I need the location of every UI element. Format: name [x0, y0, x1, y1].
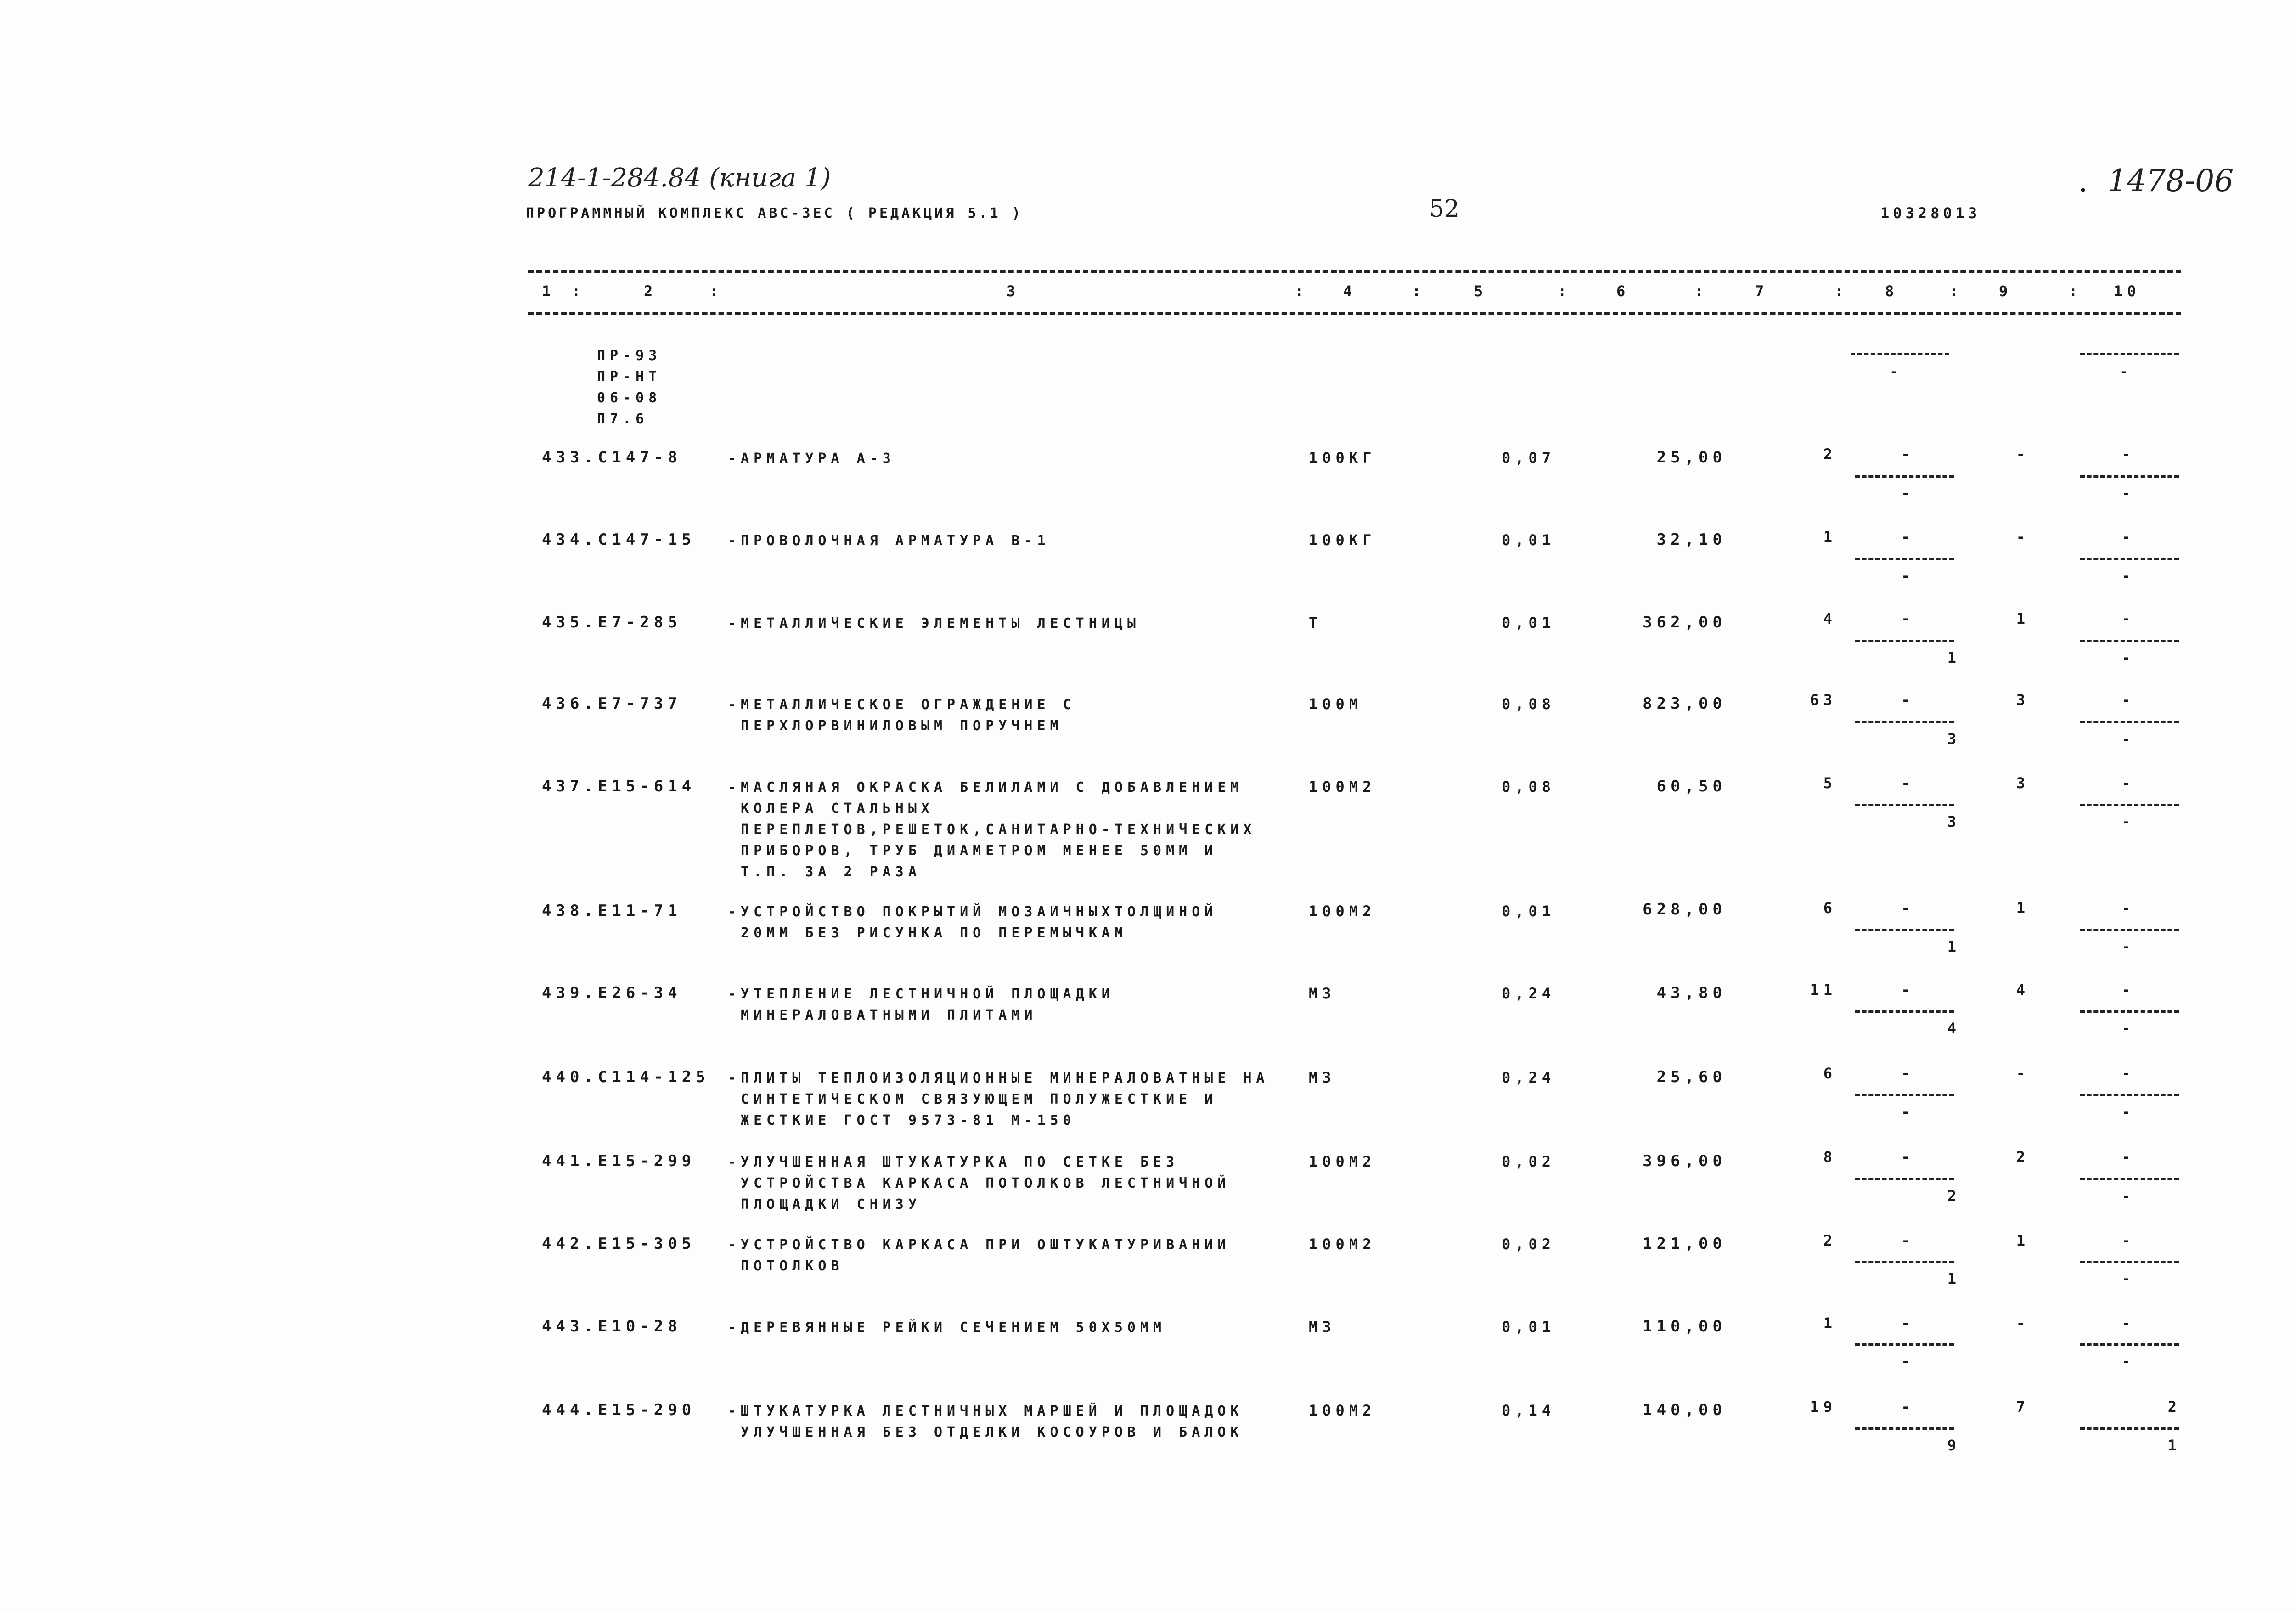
continuation-line: 06-08 — [597, 390, 662, 406]
stamp-number: 1478-06 — [2108, 163, 2234, 198]
fraction-divider — [1855, 640, 1954, 642]
column-9-value: - — [2016, 1314, 2030, 1332]
column-separator: : — [1558, 282, 1571, 300]
page-number: 52 — [1429, 195, 1460, 223]
item-code: 433.С147-8 — [542, 448, 682, 467]
column-9-value: 3 — [2016, 691, 2030, 709]
column-number: 10 — [2114, 282, 2141, 300]
item-code: 435.Е7-285 — [542, 613, 682, 632]
column-7-value: 19 — [1810, 1398, 1837, 1416]
fraction-divider — [2080, 721, 2179, 723]
column-9-value: - — [2016, 1065, 2030, 1082]
item-unit-price: 823,00 — [1643, 694, 1727, 713]
column-8-top: - — [1901, 899, 1915, 917]
column-separator: : — [1949, 282, 1963, 300]
fraction-divider — [2080, 929, 2179, 931]
column-9-value: 1 — [2016, 899, 2030, 917]
column-separator: : — [709, 282, 723, 300]
item-code: 444.Е15-290 — [542, 1401, 696, 1419]
item-unit-price: 60,50 — [1656, 777, 1727, 795]
column-10-bottom: - — [2122, 1353, 2135, 1370]
column-10-top: 2 — [2167, 1398, 2181, 1416]
column-8-top: - — [1901, 691, 1915, 709]
column-8-top: - — [1901, 981, 1915, 998]
column-10-bottom: - — [2122, 649, 2135, 666]
column-number: 1 — [542, 282, 556, 300]
column-9-value: 1 — [2016, 1232, 2030, 1249]
column-number: 6 — [1616, 282, 1630, 300]
column-separator: : — [1835, 282, 1848, 300]
item-unit: М3 — [1309, 1318, 1336, 1336]
column-10-bottom: - — [2122, 1270, 2135, 1287]
item-quantity: 0,08 — [1502, 778, 1556, 795]
item-code: 438.Е11-71 — [542, 902, 682, 920]
column-8-bottom: 2 — [1947, 1187, 1961, 1205]
item-description: -МЕТАЛЛИЧЕСКИЕ ЭЛЕМЕНТЫ ЛЕСТНИЦЫ — [728, 615, 1140, 632]
column-8-bottom: - — [1901, 485, 1915, 502]
item-unit-price: 110,00 — [1643, 1317, 1727, 1336]
item-quantity: 0,01 — [1502, 1318, 1556, 1336]
fraction-divider — [1855, 1261, 1954, 1263]
column-8-top: - — [1901, 1232, 1915, 1249]
column-8-bottom: 1 — [1947, 1270, 1961, 1287]
item-quantity: 0,01 — [1502, 531, 1556, 549]
item-unit: 100М2 — [1309, 1235, 1376, 1253]
fraction-divider — [1855, 475, 1954, 478]
fraction-divider — [1855, 558, 1954, 560]
column-10-bottom: 1 — [2167, 1437, 2181, 1454]
column-7-value: 8 — [1823, 1148, 1837, 1166]
column-8-bottom: - — [1901, 567, 1915, 585]
stamp-dot: • — [2079, 183, 2088, 199]
column-8-bottom: - — [1901, 1353, 1915, 1370]
column-8-bottom: 1 — [1947, 649, 1961, 666]
item-description: -УЛУЧШЕННАЯ ШТУКАТУРКА ПО СЕТКЕ БЕЗ УСТРОЙСТВА КАРКАСА ПОТОЛКОВ ЛЕСТНИЧНОЙ ПЛОЩАДКИ СНИЗУ — [728, 1154, 1231, 1213]
column-10-bottom: - — [2122, 485, 2135, 502]
item-unit-price: 43,80 — [1656, 984, 1727, 1002]
fraction-divider — [2080, 1343, 2179, 1346]
column-7-value: 6 — [1823, 899, 1837, 917]
fraction-divider — [2080, 1094, 2179, 1096]
column-8-top: - — [1901, 1148, 1915, 1166]
column-10-top: - — [2122, 1065, 2135, 1082]
column-7-value: 2 — [1823, 446, 1837, 463]
fraction-divider — [2080, 1010, 2179, 1013]
column-10-top: - — [2122, 528, 2135, 546]
fraction-divider — [1855, 804, 1954, 806]
item-description: -МАСЛЯНАЯ ОКРАСКА БЕЛИЛАМИ С ДОБАВЛЕНИЕМ КОЛЕРА СТАЛЬНЫХ ПЕРЕПЛЕТОВ,РЕШЕТОК,САНИТАРНО-ТЕХНИЧЕСКИХ ПРИБОРОВ, ТРУБ ДИАМЕТРОМ МЕНЕЕ 50ММ И Т.П. ЗА 2 РАЗА — [728, 779, 1256, 880]
column-10-bottom: - — [2122, 1103, 2135, 1121]
column-9-value: - — [2016, 446, 2030, 463]
item-quantity: 0,01 — [1502, 614, 1556, 632]
column-9-value: 4 — [2016, 981, 2030, 998]
item-description: -МЕТАЛЛИЧЕСКОЕ ОГРАЖДЕНИЕ С ПЕРХЛОРВИНИЛОВЫМ ПОРУЧНЕМ — [728, 697, 1076, 734]
column-7-value: 6 — [1823, 1065, 1837, 1082]
column-7-value: 1 — [1823, 1314, 1837, 1332]
subtotal-divider — [1851, 353, 1949, 355]
column-7-value: 2 — [1823, 1232, 1837, 1249]
column-10-bottom: - — [2122, 730, 2135, 748]
fraction-divider — [1855, 721, 1954, 723]
item-code: 437.Е15-614 — [542, 777, 696, 795]
column-8-top: - — [1901, 446, 1915, 463]
fraction-divider — [2080, 640, 2179, 642]
item-description: -УТЕПЛЕНИЕ ЛЕСТНИЧНОЙ ПЛОЩАДКИ МИНЕРАЛОВАТНЫМИ ПЛИТАМИ — [728, 986, 1114, 1023]
column-separator: : — [1295, 282, 1309, 300]
program-line: ПРОГРАММНЫЙ КОМПЛЕКС АВС-ЗЕС ( РЕДАКЦИЯ 5.1 ) — [526, 205, 1023, 221]
column-8-bottom: 3 — [1947, 813, 1961, 830]
fraction-divider — [1855, 1178, 1954, 1180]
handwritten-reference: 214-1-284.84 (книга 1) — [528, 163, 831, 193]
continuation-line: ПР-93 — [597, 348, 662, 364]
item-unit-price: 25,00 — [1656, 448, 1727, 467]
column-10-top: - — [2122, 691, 2135, 709]
item-code: 434.С147-15 — [542, 530, 696, 549]
item-quantity: 0,01 — [1502, 902, 1556, 920]
column-10-top: - — [2122, 981, 2135, 998]
column-10-top: - — [2122, 1148, 2135, 1166]
column-10-top: - — [2122, 1314, 2135, 1332]
item-code: 443.Е10-28 — [542, 1317, 682, 1336]
column-7-value: 4 — [1823, 610, 1837, 627]
fraction-divider — [2080, 475, 2179, 478]
item-description: -УСТРОЙСТВО ПОКРЫТИЙ МОЗАИЧНЫХТОЛЩИНОЙ 20ММ БЕЗ РИСУНКА ПО ПЕРЕМЫЧКАМ — [728, 904, 1218, 941]
column-8-bottom: 4 — [1947, 1020, 1961, 1037]
column-8-top: - — [1901, 528, 1915, 546]
item-description: -ДЕРЕВЯННЫЕ РЕЙКИ СЕЧЕНИЕМ 50Х50ММ — [728, 1320, 1166, 1336]
item-quantity: 0,02 — [1502, 1235, 1556, 1253]
header-rule-top — [528, 270, 2181, 273]
column-10-bottom: - — [2122, 567, 2135, 585]
column-8-top: - — [1901, 1065, 1915, 1082]
column-10-bottom: - — [2122, 813, 2135, 830]
column-separator: : — [1694, 282, 1708, 300]
item-code: 441.Е15-299 — [542, 1152, 696, 1170]
column-number: 9 — [1999, 282, 2013, 300]
column-7-value: 11 — [1810, 981, 1837, 998]
header-rule-bottom — [528, 312, 2181, 315]
item-unit: М3 — [1309, 985, 1336, 1002]
column-number: 5 — [1474, 282, 1488, 300]
dash-mark: - — [2119, 363, 2133, 380]
item-quantity: 0,08 — [1502, 695, 1556, 713]
continuation-line: П7.6 — [597, 411, 649, 427]
column-number: 3 — [1007, 282, 1020, 300]
column-9-value: 7 — [2016, 1398, 2030, 1416]
column-10-top: - — [2122, 446, 2135, 463]
item-unit-price: 628,00 — [1643, 900, 1727, 919]
column-7-value: 5 — [1823, 774, 1837, 792]
column-8-top: - — [1901, 610, 1915, 627]
subtotal-divider — [2080, 353, 2179, 355]
fraction-divider — [1855, 1094, 1954, 1096]
item-description: -УСТРОЙСТВО КАРКАСА ПРИ ОШТУКАТУРИВАНИИ ПОТОЛКОВ — [728, 1237, 1231, 1274]
item-unit-price: 362,00 — [1643, 613, 1727, 632]
column-number: 8 — [1885, 282, 1899, 300]
column-separator: : — [572, 282, 585, 300]
continuation-line: ПР-НТ — [597, 369, 662, 385]
item-unit: 100М — [1309, 695, 1363, 713]
item-unit: 100КГ — [1309, 449, 1376, 467]
dash-mark: - — [1890, 363, 1903, 380]
item-unit: 100М2 — [1309, 778, 1376, 795]
item-unit-price: 140,00 — [1643, 1401, 1727, 1419]
column-7-value: 1 — [1823, 528, 1837, 546]
fraction-divider — [1855, 1427, 1954, 1430]
column-9-value: 3 — [2016, 774, 2030, 792]
item-unit: 100М2 — [1309, 1402, 1376, 1419]
item-code: 436.Е7-737 — [542, 694, 682, 713]
item-unit: 100М2 — [1309, 1153, 1376, 1170]
item-unit: М3 — [1309, 1069, 1336, 1086]
column-8-bottom: 3 — [1947, 730, 1961, 748]
item-unit: Т — [1309, 614, 1322, 632]
column-10-bottom: - — [2122, 1020, 2135, 1037]
column-8-bottom: 1 — [1947, 938, 1961, 955]
column-10-bottom: - — [2122, 938, 2135, 955]
column-8-bottom: - — [1901, 1103, 1915, 1121]
item-description: -ПРОВОЛОЧНАЯ АРМАТУРА В-1 — [728, 533, 1050, 549]
column-8-top: - — [1901, 1398, 1915, 1416]
column-9-value: - — [2016, 528, 2030, 546]
column-number: 4 — [1343, 282, 1357, 300]
column-separator: : — [2069, 282, 2082, 300]
column-separator: : — [1412, 282, 1426, 300]
column-8-top: - — [1901, 1314, 1915, 1332]
item-quantity: 0,14 — [1502, 1402, 1556, 1419]
column-8-top: - — [1901, 774, 1915, 792]
column-10-top: - — [2122, 899, 2135, 917]
item-unit-price: 396,00 — [1643, 1152, 1727, 1170]
item-unit: 100КГ — [1309, 531, 1376, 549]
column-number: 7 — [1755, 282, 1769, 300]
item-description: -ШТУКАТУРКА ЛЕСТНИЧНЫХ МАРШЕЙ И ПЛОЩАДОК УЛУЧШЕННАЯ БЕЗ ОТДЕЛКИ КОСОУРОВ И БАЛОК — [728, 1403, 1244, 1440]
item-unit-price: 121,00 — [1643, 1235, 1727, 1253]
column-number: 2 — [644, 282, 658, 300]
item-description: -АРМАТУРА А-3 — [728, 451, 895, 467]
item-quantity: 0,24 — [1502, 985, 1556, 1002]
item-unit-price: 25,60 — [1656, 1068, 1727, 1086]
column-9-value: 1 — [2016, 610, 2030, 627]
fraction-divider — [2080, 1427, 2179, 1430]
item-quantity: 0,07 — [1502, 449, 1556, 467]
fraction-divider — [2080, 1261, 2179, 1263]
item-quantity: 0,02 — [1502, 1153, 1556, 1170]
fraction-divider — [1855, 929, 1954, 931]
fraction-divider — [1855, 1010, 1954, 1013]
item-code: 440.С114-125 — [542, 1068, 710, 1086]
fraction-divider — [2080, 804, 2179, 806]
fraction-divider — [1855, 1343, 1954, 1346]
column-10-bottom: - — [2122, 1187, 2135, 1205]
column-7-value: 63 — [1810, 691, 1837, 709]
column-10-top: - — [2122, 774, 2135, 792]
fraction-divider — [2080, 558, 2179, 560]
fraction-divider — [2080, 1178, 2179, 1180]
item-unit: 100М2 — [1309, 902, 1376, 920]
document-code: 10328013 — [1880, 204, 1981, 222]
item-code: 439.Е26-34 — [542, 984, 682, 1002]
column-9-value: 2 — [2016, 1148, 2030, 1166]
item-code: 442.Е15-305 — [542, 1235, 696, 1253]
column-10-top: - — [2122, 1232, 2135, 1249]
item-description: -ПЛИТЫ ТЕПЛОИЗОЛЯЦИОННЫЕ МИНЕРАЛОВАТНЫЕ НА СИНТЕТИЧЕСКОМ СВЯЗУЮЩЕМ ПОЛУЖЕСТКИЕ И ЖЕСТКИЕ ГОСТ 9573-81 М-150 — [728, 1070, 1269, 1128]
column-8-bottom: 9 — [1947, 1437, 1961, 1454]
column-10-top: - — [2122, 610, 2135, 627]
item-quantity: 0,24 — [1502, 1069, 1556, 1086]
item-unit-price: 32,10 — [1656, 530, 1727, 549]
